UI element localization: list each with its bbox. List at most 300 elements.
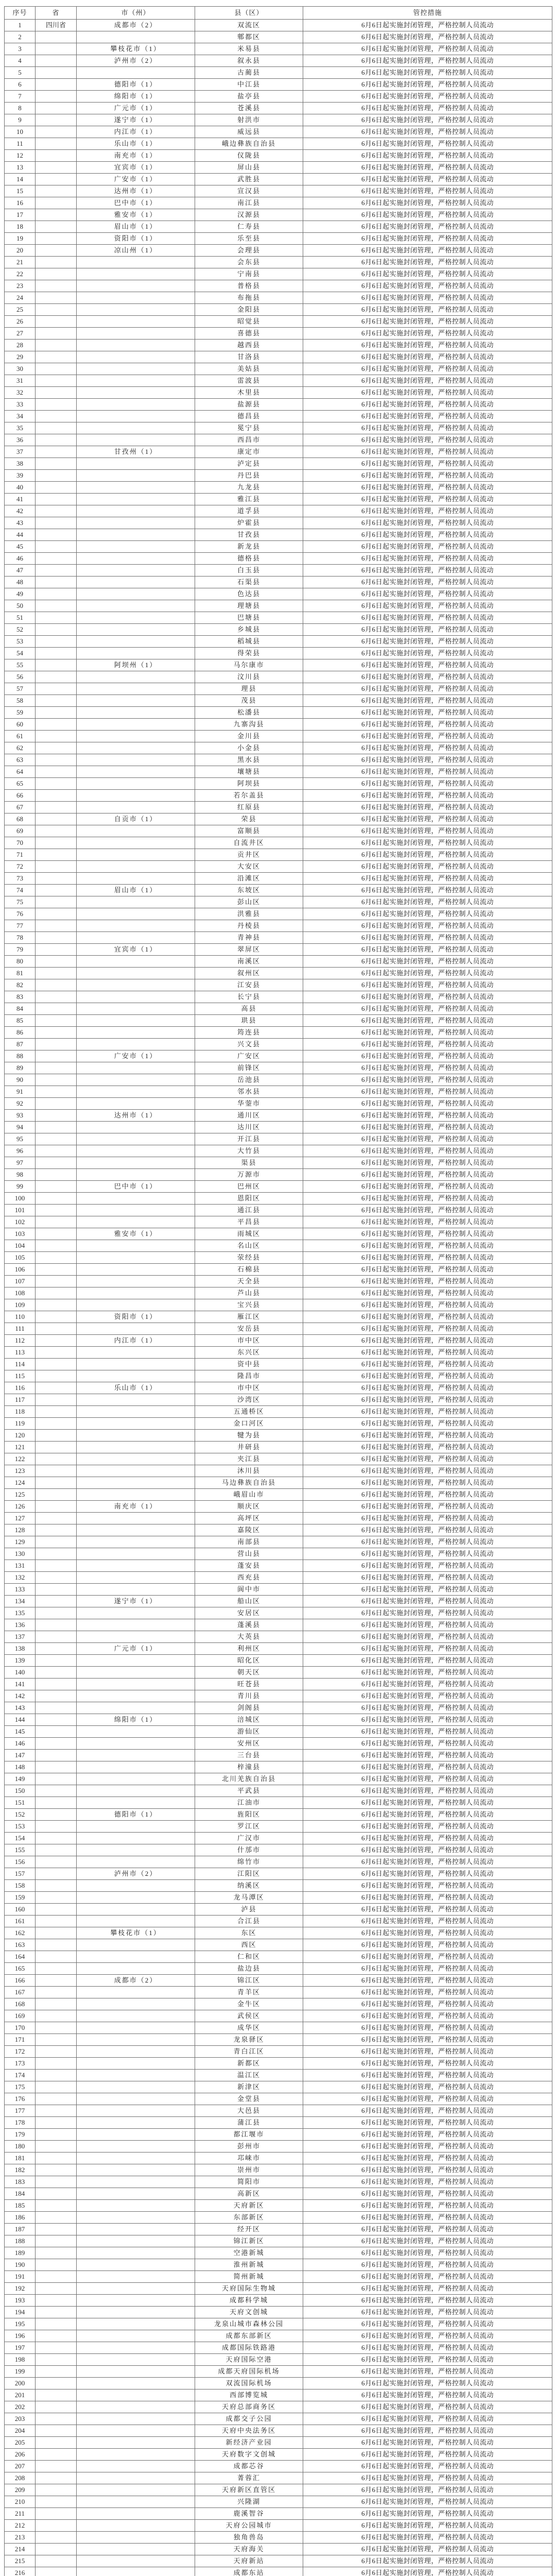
cell-no: 152	[5, 1809, 36, 1821]
cell-city	[77, 2105, 195, 2117]
cell-province	[36, 79, 77, 91]
cell-no: 65	[5, 778, 36, 790]
table-row	[5, 837, 552, 849]
cell-city	[77, 1963, 195, 1975]
table-row	[5, 1833, 552, 1844]
cell-city	[77, 719, 195, 731]
table-row	[5, 707, 552, 719]
cell-province	[36, 2520, 77, 2532]
cell-no: 39	[5, 470, 36, 482]
cell-county: 新经济产业园	[195, 2437, 303, 2449]
cell-no: 161	[5, 1916, 36, 1927]
cell-province	[36, 2247, 77, 2259]
cell-measures: 6月6日起实施封闭管理，严格控制人员流动	[303, 1809, 552, 1821]
header-county: 县（区）	[195, 7, 303, 20]
table-row	[5, 1761, 552, 1773]
cell-county: 荥经县	[195, 1252, 303, 1264]
cell-county: 江油市	[195, 1797, 303, 1809]
cell-province	[36, 31, 77, 43]
cell-city	[77, 1027, 195, 1039]
cell-county: 成都国际铁路港	[195, 2342, 303, 2354]
cell-province	[36, 731, 77, 742]
cell-no: 179	[5, 2129, 36, 2141]
table-row	[5, 1477, 552, 1489]
cell-city	[77, 1039, 195, 1050]
cell-no: 32	[5, 387, 36, 399]
cell-no: 82	[5, 979, 36, 991]
cell-no: 105	[5, 1252, 36, 1264]
cell-measures: 6月6日起实施封闭管理，严格控制人员流动	[303, 2366, 552, 2378]
cell-city	[77, 1702, 195, 1714]
cell-measures: 6月6日起实施封闭管理，严格控制人员流动	[303, 2354, 552, 2366]
cell-city	[77, 1761, 195, 1773]
cell-city	[77, 1916, 195, 1927]
table-row	[5, 719, 552, 731]
cell-measures: 6月6日起实施封闭管理，严格控制人员流动	[303, 754, 552, 766]
cell-measures: 6月6日起实施封闭管理，严格控制人员流动	[303, 2141, 552, 2153]
cell-no: 59	[5, 707, 36, 719]
table-row	[5, 1193, 552, 1205]
table-row	[5, 612, 552, 624]
cell-measures: 6月6日起实施封闭管理，严格控制人员流动	[303, 1513, 552, 1524]
table-row	[5, 2449, 552, 2461]
cell-measures: 6月6日起实施封闭管理，严格控制人员流动	[303, 742, 552, 754]
cell-county: 营山县	[195, 1548, 303, 1560]
cell-measures: 6月6日起实施封闭管理，严格控制人员流动	[303, 1074, 552, 1086]
cell-province	[36, 2295, 77, 2307]
table-row	[5, 1904, 552, 1916]
cell-city	[77, 1287, 195, 1299]
cell-city	[77, 2472, 195, 2484]
table-row	[5, 541, 552, 553]
cell-province	[36, 1169, 77, 1181]
cell-no: 11	[5, 138, 36, 150]
table-row	[5, 2295, 552, 2307]
cell-county: 沐川县	[195, 1465, 303, 1477]
cell-measures: 6月6日起实施封闭管理，严格控制人员流动	[303, 731, 552, 742]
cell-city	[77, 707, 195, 719]
cell-city	[77, 754, 195, 766]
table-row	[5, 1145, 552, 1157]
cell-county: 丹棱县	[195, 920, 303, 932]
cell-city	[77, 2366, 195, 2378]
cell-measures: 6月6日起实施封闭管理，严格控制人员流动	[303, 1359, 552, 1370]
cell-county: 罗江区	[195, 1821, 303, 1833]
cell-city	[77, 541, 195, 553]
cell-city	[77, 1833, 195, 1844]
table-row	[5, 292, 552, 304]
cell-measures: 6月6日起实施封闭管理，严格控制人员流动	[303, 991, 552, 1003]
cell-no: 70	[5, 837, 36, 849]
cell-city	[77, 731, 195, 742]
cell-province	[36, 411, 77, 422]
cell-measures: 6月6日起实施封闭管理，严格控制人员流动	[303, 1039, 552, 1050]
cell-city	[77, 1264, 195, 1276]
cell-city: 凉山州（1）	[77, 245, 195, 257]
cell-measures: 6月6日起实施封闭管理，严格控制人员流动	[303, 2247, 552, 2259]
cell-measures: 6月6日起实施封闭管理，严格控制人员流动	[303, 2070, 552, 2081]
cell-county: 天府文创城	[195, 2307, 303, 2318]
cell-measures: 6月6日起实施封闭管理，严格控制人员流动	[303, 399, 552, 411]
cell-measures: 6月6日起实施封闭管理，严格控制人员流动	[303, 1264, 552, 1276]
cell-province	[36, 2235, 77, 2247]
cell-city: 南充市（1）	[77, 1501, 195, 1513]
cell-no: 198	[5, 2354, 36, 2366]
cell-measures: 6月6日起实施封闭管理，严格控制人员流动	[303, 2058, 552, 2070]
cell-county: 美姑县	[195, 363, 303, 375]
cell-province	[36, 1619, 77, 1631]
cell-province	[36, 2010, 77, 2022]
cell-city	[77, 2117, 195, 2129]
cell-province	[36, 1181, 77, 1193]
table-row	[5, 1039, 552, 1050]
cell-measures: 6月6日起实施封闭管理，严格控制人员流动	[303, 31, 552, 43]
cell-county: 新都区	[195, 2058, 303, 2070]
cell-county: 天府新区	[195, 2200, 303, 2212]
cell-county: 锦江区	[195, 1975, 303, 1987]
cell-city	[77, 2496, 195, 2508]
table-row	[5, 280, 552, 292]
cell-measures: 6月6日起实施封闭管理，严格控制人员流动	[303, 340, 552, 351]
cell-city	[77, 1821, 195, 1833]
cell-city	[77, 2058, 195, 2070]
header-no: 序号	[5, 7, 36, 20]
cell-province	[36, 1216, 77, 1228]
cell-county: 理县	[195, 683, 303, 695]
cell-no: 42	[5, 505, 36, 517]
table-row	[5, 1607, 552, 1619]
cell-county: 九龙县	[195, 482, 303, 494]
cell-no: 136	[5, 1619, 36, 1631]
cell-measures: 6月6日起实施封闭管理，严格控制人员流动	[303, 956, 552, 968]
cell-province	[36, 1086, 77, 1098]
table-row	[5, 1074, 552, 1086]
table-row	[5, 245, 552, 257]
cell-province	[36, 2093, 77, 2105]
cell-no: 89	[5, 1062, 36, 1074]
cell-measures: 6月6日起实施封闭管理，严格控制人员流动	[303, 2105, 552, 2117]
cell-county: 名山区	[195, 1240, 303, 1252]
cell-no: 94	[5, 1122, 36, 1133]
cell-no: 184	[5, 2188, 36, 2200]
cell-province	[36, 1122, 77, 1133]
cell-no: 181	[5, 2153, 36, 2164]
cell-measures: 6月6日起实施封闭管理，严格控制人员流动	[303, 1027, 552, 1039]
cell-county: 喜德县	[195, 328, 303, 340]
cell-measures: 6月6日起实施封闭管理，严格控制人员流动	[303, 1418, 552, 1430]
cell-measures: 6月6日起实施封闭管理，严格控制人员流动	[303, 2508, 552, 2520]
table-row	[5, 494, 552, 505]
cell-no: 113	[5, 1347, 36, 1359]
cell-no: 123	[5, 1465, 36, 1477]
cell-province	[36, 1133, 77, 1145]
cell-province	[36, 1228, 77, 1240]
cell-city	[77, 2295, 195, 2307]
cell-measures: 6月6日起实施封闭管理，严格控制人员流动	[303, 671, 552, 683]
cell-no: 176	[5, 2093, 36, 2105]
cell-measures: 6月6日起实施封闭管理，严格控制人员流动	[303, 814, 552, 825]
cell-measures: 6月6日起实施封闭管理，严格控制人员流动	[303, 1050, 552, 1062]
table-row	[5, 351, 552, 363]
cell-county: 崇州市	[195, 2164, 303, 2176]
cell-city	[77, 600, 195, 612]
cell-county: 东兴区	[195, 1347, 303, 1359]
cell-county: 峨眉山市	[195, 1489, 303, 1501]
cell-province	[36, 434, 77, 446]
cell-measures: 6月6日起实施封闭管理，严格控制人员流动	[303, 1951, 552, 1963]
table-row	[5, 2081, 552, 2093]
table-row	[5, 268, 552, 280]
cell-city: 雅安市（1）	[77, 1228, 195, 1240]
cell-province	[36, 268, 77, 280]
table-row	[5, 1050, 552, 1062]
cell-no: 25	[5, 304, 36, 316]
cell-county: 道孚县	[195, 505, 303, 517]
cell-city	[77, 2164, 195, 2176]
cell-province	[36, 1987, 77, 1998]
cell-no: 141	[5, 1679, 36, 1690]
cell-city	[77, 1904, 195, 1916]
control-measures-table	[4, 6, 552, 2576]
cell-measures: 6月6日起实施封闭管理，严格控制人员流动	[303, 150, 552, 162]
cell-no: 208	[5, 2472, 36, 2484]
cell-province	[36, 1702, 77, 1714]
cell-county: 平武县	[195, 1785, 303, 1797]
cell-city	[77, 1548, 195, 1560]
cell-county: 康定市	[195, 446, 303, 458]
table-row	[5, 505, 552, 517]
cell-province	[36, 245, 77, 257]
table-row	[5, 1252, 552, 1264]
cell-city	[77, 683, 195, 695]
cell-county: 大竹县	[195, 1145, 303, 1157]
cell-measures: 6月6日起实施封闭管理，严格控制人员流动	[303, 932, 552, 944]
cell-county: 九寨沟县	[195, 719, 303, 731]
cell-measures: 6月6日起实施封闭管理，严格控制人员流动	[303, 2295, 552, 2307]
cell-no: 189	[5, 2247, 36, 2259]
cell-county: 松潘县	[195, 707, 303, 719]
cell-no: 95	[5, 1133, 36, 1145]
cell-no: 49	[5, 588, 36, 600]
cell-county: 威远县	[195, 126, 303, 138]
cell-no: 93	[5, 1110, 36, 1122]
cell-measures: 6月6日起实施封闭管理，严格控制人员流动	[303, 683, 552, 695]
cell-county: 天府新区直管区	[195, 2484, 303, 2496]
cell-measures: 6月6日起实施封闭管理，严格控制人员流动	[303, 482, 552, 494]
cell-measures: 6月6日起实施封闭管理，严格控制人员流动	[303, 1927, 552, 1939]
table-row	[5, 1975, 552, 1987]
cell-measures: 6月6日起实施封闭管理，严格控制人员流动	[303, 2271, 552, 2283]
cell-measures: 6月6日起实施封闭管理，严格控制人员流动	[303, 2259, 552, 2271]
table-row	[5, 1122, 552, 1133]
cell-measures: 6月6日起实施封闭管理，严格控制人员流动	[303, 541, 552, 553]
table-row	[5, 529, 552, 541]
cell-city: 广元市（1）	[77, 1643, 195, 1655]
table-row	[5, 257, 552, 268]
cell-province	[36, 2259, 77, 2271]
cell-measures: 6月6日起实施封闭管理，严格控制人员流动	[303, 873, 552, 885]
cell-no: 192	[5, 2283, 36, 2295]
cell-no: 202	[5, 2401, 36, 2413]
cell-measures: 6月6日起实施封闭管理，严格控制人员流动	[303, 766, 552, 778]
cell-county: 冕宁县	[195, 422, 303, 434]
cell-measures: 6月6日起实施封闭管理，严格控制人员流动	[303, 1453, 552, 1465]
cell-county: 荣县	[195, 814, 303, 825]
cell-city	[77, 2389, 195, 2401]
cell-province	[36, 2544, 77, 2555]
cell-city	[77, 1205, 195, 1216]
cell-no: 28	[5, 340, 36, 351]
cell-county: 宝兴县	[195, 1299, 303, 1311]
cell-no: 22	[5, 268, 36, 280]
cell-province	[36, 1003, 77, 1015]
cell-county: 北川羌族自治县	[195, 1773, 303, 1785]
cell-province	[36, 494, 77, 505]
table-row	[5, 2472, 552, 2484]
cell-county: 红原县	[195, 802, 303, 814]
cell-county: 邛崃市	[195, 2153, 303, 2164]
cell-city	[77, 648, 195, 659]
cell-city	[77, 837, 195, 849]
table-row	[5, 1027, 552, 1039]
cell-county: 夹江县	[195, 1453, 303, 1465]
cell-county: 成都天府国际机场	[195, 2366, 303, 2378]
cell-province	[36, 221, 77, 233]
cell-city	[77, 766, 195, 778]
cell-no: 144	[5, 1714, 36, 1726]
cell-county: 贡井区	[195, 849, 303, 861]
cell-county: 独角兽岛	[195, 2532, 303, 2544]
cell-measures: 6月6日起实施封闭管理，严格控制人员流动	[303, 257, 552, 268]
table-row	[5, 1453, 552, 1465]
cell-city	[77, 2461, 195, 2472]
cell-province	[36, 1797, 77, 1809]
cell-province	[36, 1939, 77, 1951]
cell-province	[36, 2437, 77, 2449]
cell-measures: 6月6日起实施封闭管理，严格控制人员流动	[303, 517, 552, 529]
cell-province	[36, 1442, 77, 1453]
cell-no: 17	[5, 209, 36, 221]
table-row	[5, 114, 552, 126]
table-row	[5, 1572, 552, 1584]
cell-city	[77, 2449, 195, 2461]
cell-city	[77, 2484, 195, 2496]
cell-county: 渠县	[195, 1157, 303, 1169]
cell-measures: 6月6日起实施封闭管理，严格控制人员流动	[303, 529, 552, 541]
cell-county: 通江县	[195, 1205, 303, 1216]
table-row	[5, 2164, 552, 2176]
cell-city	[77, 1299, 195, 1311]
table-row	[5, 814, 552, 825]
cell-city	[77, 2259, 195, 2271]
cell-county: 成都科学城	[195, 2295, 303, 2307]
cell-measures: 6月6日起实施封闭管理，严格控制人员流动	[303, 1430, 552, 1442]
cell-city	[77, 1193, 195, 1205]
cell-county: 五通桥区	[195, 1406, 303, 1418]
cell-measures: 6月6日起实施封闭管理，严格控制人员流动	[303, 2081, 552, 2093]
cell-measures: 6月6日起实施封闭管理，严格控制人员流动	[303, 1406, 552, 1418]
table-row	[5, 648, 552, 659]
cell-no: 156	[5, 1856, 36, 1868]
cell-city	[77, 2307, 195, 2318]
cell-county: 昭化区	[195, 1655, 303, 1667]
cell-no: 143	[5, 1702, 36, 1714]
cell-province	[36, 2081, 77, 2093]
cell-city	[77, 1145, 195, 1157]
cell-city	[77, 1430, 195, 1442]
cell-measures: 6月6日起实施封闭管理，严格控制人员流动	[303, 2235, 552, 2247]
cell-city	[77, 1536, 195, 1548]
cell-no: 116	[5, 1382, 36, 1394]
cell-county: 彭山区	[195, 896, 303, 908]
cell-city	[77, 2318, 195, 2330]
cell-county: 盐边县	[195, 1963, 303, 1975]
cell-city	[77, 2224, 195, 2235]
cell-city	[77, 1750, 195, 1761]
cell-province	[36, 470, 77, 482]
cell-no: 58	[5, 695, 36, 707]
table-row	[5, 517, 552, 529]
cell-measures: 6月6日起实施封闭管理，严格控制人员流动	[303, 2046, 552, 2058]
cell-measures: 6月6日起实施封闭管理，严格控制人员流动	[303, 1596, 552, 1607]
cell-county: 平昌县	[195, 1216, 303, 1228]
cell-no: 206	[5, 2449, 36, 2461]
cell-measures: 6月6日起实施封闭管理，严格控制人员流动	[303, 2425, 552, 2437]
cell-province	[36, 1667, 77, 1679]
cell-county: 市中区	[195, 1382, 303, 1394]
cell-city	[77, 482, 195, 494]
cell-county: 筠连县	[195, 1027, 303, 1039]
table-row	[5, 1856, 552, 1868]
cell-province	[36, 2271, 77, 2283]
cell-measures: 6月6日起实施封闭管理，严格控制人员流动	[303, 387, 552, 399]
cell-city: 德阳市（1）	[77, 79, 195, 91]
cell-city	[77, 1726, 195, 1738]
cell-county: 盐亭县	[195, 91, 303, 103]
cell-province	[36, 505, 77, 517]
table-row	[5, 2555, 552, 2567]
cell-no: 8	[5, 103, 36, 114]
cell-city: 资阳市（1）	[77, 1311, 195, 1323]
table-row	[5, 802, 552, 814]
cell-measures: 6月6日起实施封闭管理，严格控制人员流动	[303, 446, 552, 458]
cell-city	[77, 1062, 195, 1074]
cell-no: 147	[5, 1750, 36, 1761]
table-row	[5, 1750, 552, 1761]
table-row	[5, 885, 552, 896]
cell-city	[77, 1489, 195, 1501]
table-row	[5, 31, 552, 43]
cell-city: 甘孜州（1）	[77, 446, 195, 458]
cell-measures: 6月6日起实施封闭管理，严格控制人员流动	[303, 1667, 552, 1679]
cell-county: 洪雅县	[195, 908, 303, 920]
table-row	[5, 2117, 552, 2129]
cell-county: 长宁县	[195, 991, 303, 1003]
cell-county: 甘洛县	[195, 351, 303, 363]
cell-county: 石渠县	[195, 577, 303, 588]
cell-province	[36, 1015, 77, 1027]
cell-measures: 6月6日起实施封闭管理，严格控制人员流动	[303, 411, 552, 422]
cell-measures: 6月6日起实施封闭管理，严格控制人员流动	[303, 2200, 552, 2212]
cell-county: 达川区	[195, 1122, 303, 1133]
cell-county: 泸定县	[195, 458, 303, 470]
cell-county: 恩阳区	[195, 1193, 303, 1205]
cell-no: 177	[5, 2105, 36, 2117]
cell-city	[77, 1157, 195, 1169]
cell-city	[77, 802, 195, 814]
cell-no: 1	[5, 20, 36, 31]
table-row	[5, 1181, 552, 1193]
